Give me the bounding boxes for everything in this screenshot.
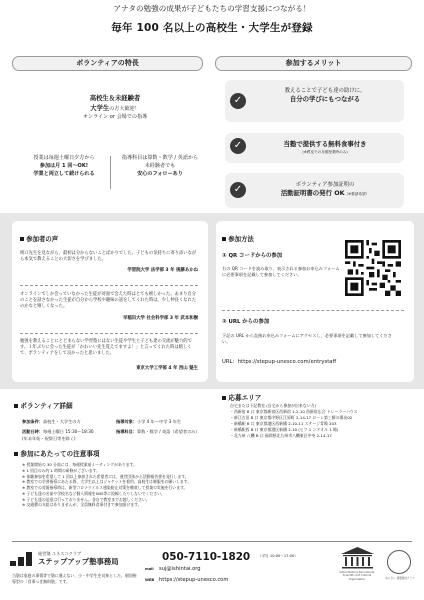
note-item: ※ 体験参加を希望して 1 回以上参加された希望者には、運営団体から活動報告書を発行します。 — [22, 473, 189, 479]
area-list — [230, 403, 415, 439]
area-item: ・新江古田 B 口 東京都中野区江原町 2-14-17 ローレ第三勝の場出02 — [230, 415, 353, 421]
area-item: ・新橋駅 B 口 東京都港区西新橋 2-10-11 ステージ青場 203 — [230, 421, 337, 427]
feature-subjects-line1: 指導科目は算数・数学 / 英語から — [121, 155, 199, 161]
voice-1-text: 則口先生を見ながら、最初は分からないことばかりでした。子どもの気持ちに寄り添いながら本気で教えることの大切さを学びました。 — [20, 251, 197, 263]
voice-3-signature: 東京大学工学部 4 年 西山 魁生 — [136, 366, 198, 371]
area-intro: 自宅または下記教室 (自宅から参加が出来ない方) — [230, 403, 316, 408]
footer-divider — [12, 541, 412, 542]
detail-grade: 指導対象：小学 4 年〜中学 3 年生 — [116, 419, 182, 424]
unesco-caption: United Nations Educational, Scientific and Cultural Organization — [338, 571, 376, 581]
area-item: ・北九州 八幡 B 口 福岡県北九州市八幡東区中央 2-14-17 — [230, 433, 332, 439]
note-item: ※ 子ども達の名前や学校名など個人情報をSNS等に投稿したりしないでください。 — [22, 490, 165, 496]
method-title: 参加方法 — [222, 235, 254, 244]
voice-2-text: オンラインでしか会っていなかった生徒が対面で会えた時はとても嬉しかった。あまり自分のことを話さなかった生徒が自分から学校や趣味の話をしてくれた時は、少し仲良くなれたのかなと嬉しくなった。 — [20, 292, 197, 310]
area-item: ・西新宿 B 口 東京都新宿区西新宿 1-2-10 西新宿広合 トレーラーハウス — [230, 409, 358, 415]
voice-2-signature: 早稲田大学 社会科学部 3 年 武本和樹 — [122, 316, 198, 321]
feature-subjects-line2: 未経験者でも — [144, 162, 176, 169]
feature-participants-line3: オンライン or 会場での指導 — [82, 113, 148, 120]
method-url-body: 下記の URL から直接お申込みフォームにアクセスし、必要事項を記載して参加してください。 — [222, 333, 392, 345]
detail-schedule: 活動日時：毎週土曜日 15:30〜18:30 — [22, 429, 94, 434]
phone-hours: （平日 10:00〜17:00） — [258, 554, 298, 558]
voice-3-text: 勉強を教えることにとどまらない学習塾にはない生徒や学生と子ども達の交流が魅力的です。１年ぶりに会った生徒が「かわいい先生覚えてますよ！」と言ってくれた時は嬉しくて、ボランティアをして良かったと思いました。 — [20, 339, 192, 357]
feature-schedule-line2: 参加は月 1 回〜OK! — [39, 162, 89, 169]
org-name: ステップアップ塾事務局 — [38, 557, 119, 566]
feature-subjects — [110, 155, 210, 179]
detail-schedule-note: (年末年始・祝祭日等を除く) — [22, 436, 76, 441]
contact-mail[interactable]: mail suj@ishintai.org — [145, 566, 201, 572]
notes-list — [22, 462, 418, 508]
org-description: 当塾は家庭の事情等で塾に通えない、小・中学生を対象とした、個別指導型の「食事つき無料塾」です。 — [12, 573, 137, 584]
notes-title: 参加にあたっての注意事項 — [14, 450, 100, 459]
note-item: ※ 1 回目のみ約 1 時間の研修がございます。 — [22, 467, 101, 473]
feature-subjects-line3: 安心のフォローあり — [137, 170, 183, 177]
check-icon: ✓ — [230, 93, 246, 109]
check-icon: ✓ — [230, 182, 246, 198]
merit-meal-text: 当塾で提供する無料食事付き (※教室での対面授業時のみ) — [283, 140, 367, 154]
merits-title: 参加するメリット — [215, 56, 412, 71]
check-icon: ✓ — [230, 138, 246, 154]
note-item: ※ 子ども達の送迎は行っておりません。各自で教室までお越しください。 — [22, 496, 150, 502]
voice-divider — [20, 333, 198, 334]
area-title: 応募エリア — [222, 394, 261, 403]
detail-target: 参加条件：高校生・大学生の方 — [22, 419, 81, 424]
org-logo-icon — [10, 551, 34, 566]
tagline: アナタの勉強の成果が子どもたちの学習支援につながる！ — [113, 4, 311, 13]
note-item: ※ 教室での学習指導にあたる際、大学生以上はジャケットを着用、高校生は制服をお願いします。 — [22, 479, 192, 485]
features-title: ボランティアの特長 — [12, 56, 203, 71]
entry-url-link[interactable]: URL：https://stepup-unesco.com/entrystaff — [222, 359, 337, 365]
contact-web[interactable]: WEB https://stepup-unesco.com — [145, 577, 229, 583]
merit-learning-text: 教えることで子ども達の助けに。 自分の学びにもつながる — [284, 88, 366, 104]
method-url-subtitle: ② URL からの参加 — [222, 319, 270, 325]
method-qr-body: 右の QR コードを読み取り、表示される参加お申込みフォームに必要事項を記載して参加してください。 — [222, 266, 340, 278]
feature-schedule — [14, 155, 114, 179]
method-divider — [222, 310, 404, 311]
certification-caption: ゆにさい 連盟推奨クラブ — [385, 577, 415, 580]
voice-divider — [20, 285, 198, 286]
phone-number[interactable]: 050-7110-1820 — [162, 551, 251, 563]
note-item: ※ 授業開始の 30 分前には、毎週授業前ミーティングがあります。 — [22, 462, 137, 467]
note-item: ※ 教室での対面指導時は、新型コロナウイルス感染防止対策を徹底して授業の実施を行います。 — [22, 485, 188, 491]
feature-participants-line2: 大学生の方大歓迎！ — [90, 104, 140, 112]
method-qr-subtitle: ① QR コードからの参加 — [222, 253, 283, 259]
certification-seal-icon — [387, 550, 411, 574]
feature-schedule-line1: 授業は毎週土曜日夕方から — [33, 155, 95, 161]
feature-participants — [40, 94, 190, 122]
headline: 毎年 100 名以上の高校生・大学生が登録 — [111, 22, 313, 34]
detail-subject: 指導科目：算数・数学 / 英語（希望者のみ） — [116, 429, 200, 434]
unesco-logo-icon — [339, 546, 376, 570]
voice-1-signature: 学習院大学 法学部 3 年 後藤あかね — [127, 268, 198, 273]
qr-code-icon[interactable] — [345, 240, 401, 296]
voices-title: 参加者の声 — [20, 235, 58, 244]
details-title: ボランティア詳細 — [14, 402, 73, 411]
feature-participants-line1: 高校生＆未経験者 — [89, 95, 141, 102]
area-item: ・新橋駅西 B 口 東京都港区新橋 2-10 (ヒツ 1 ンドオル 1 場) — [230, 427, 339, 433]
note-item: ※ 交通費の支給はありませんが、全員無料食事付きで参加頂けます。 — [22, 502, 142, 508]
feature-schedule-line3: 学業と両立して続けられる — [33, 170, 95, 177]
merit-certificate-text: ボランティア参加証明の 活動証明書の発行 OK（※要請希望） — [280, 182, 370, 198]
org-subtitle: 経営塾 ユネスコクラブ — [38, 551, 82, 556]
